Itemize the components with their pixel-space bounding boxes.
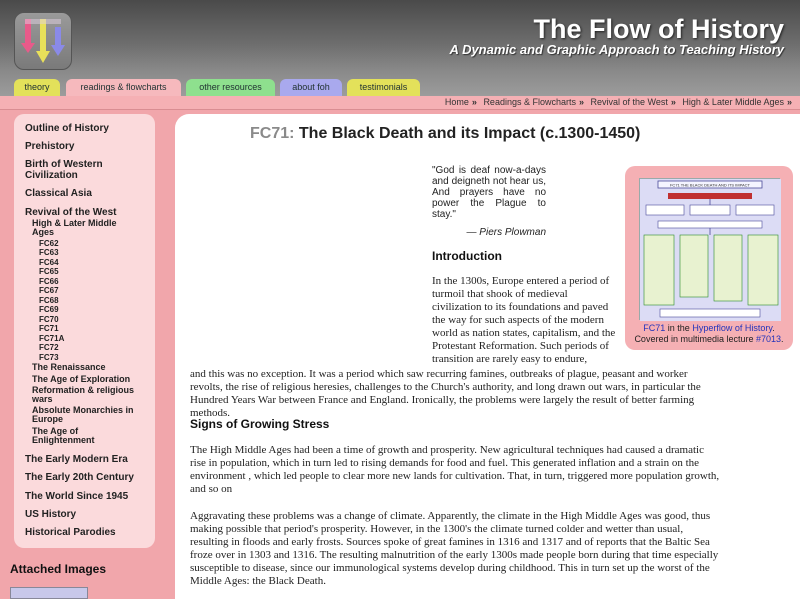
breadcrumb-home[interactable]: Home — [444, 97, 469, 107]
caption-text: . — [781, 334, 784, 344]
site-logo[interactable] — [14, 12, 72, 70]
tab-about-foh[interactable]: about foh — [280, 79, 342, 96]
sidebar-item-fc69[interactable]: FC69 — [39, 305, 59, 314]
sidebar-item-reformation[interactable]: Reformation & religious wars — [32, 385, 135, 404]
epigraph-quote: "God is deaf now-a-days and deigneth not hear us, And prayers have no power the Plague to stay." — [432, 165, 546, 220]
sidebar-item-fc68[interactable]: FC68 — [39, 296, 59, 305]
site-title: The Flow of History — [533, 14, 784, 44]
sidebar-item-fc71a[interactable]: FC71A — [39, 334, 65, 343]
breadcrumb-high-later[interactable]: High & Later Middle Ages — [682, 97, 784, 107]
breadcrumb-readings[interactable]: Readings & Flowcharts — [483, 97, 576, 107]
flowchart-diagram-icon — [640, 179, 781, 321]
intro-paragraph-part2: and this was no exception. It was a period which saw recurring famines, outbreaks of plague, peasant and worker revolts, the rise of religious heresies, challenges to the Church's authority, and long drawn out wars, in particular the Hundred Years War between France and England. Ironically, the problems were largely the result of better farming methods. — [190, 368, 701, 419]
sidebar-item-fc71[interactable]: FC71 — [39, 324, 59, 333]
intro-paragraph-part1: In the 1300s, Europe entered a period of turmoil that shook of medieval civilization to its foundations and paved the way for such aspects of the modern world as nation states, capitalism, and the Protestant Reformation. Such periods of transition are rarely easy to endure, — [432, 275, 616, 365]
breadcrumb-separator: » — [578, 97, 584, 107]
sidebar-item-classical-asia[interactable]: Classical Asia — [25, 188, 92, 199]
sidebar-item-fc67[interactable]: FC67 — [39, 286, 59, 295]
breadcrumb-separator: » — [471, 97, 477, 107]
sidebar-item-high-later[interactable]: High & Later Middle Ages — [32, 218, 117, 237]
sidebar-item-prehistory[interactable]: Prehistory — [25, 141, 75, 152]
section-heading-introduction: Introduction — [432, 249, 502, 263]
breadcrumb-revival[interactable]: Revival of the West — [590, 97, 668, 107]
flowchart-thumbnail[interactable] — [639, 178, 780, 320]
tab-testimonials[interactable]: testimonials — [347, 79, 420, 96]
tab-readings-flowcharts[interactable]: readings & flowcharts — [66, 79, 181, 96]
sidebar-item-us-history[interactable]: US History — [25, 509, 77, 520]
sidebar-item-revival[interactable]: Revival of the West — [25, 207, 117, 218]
flowchart-code: FC71: — [250, 125, 295, 142]
flowchart-caption — [628, 323, 790, 345]
sidebar-item-birth-western[interactable]: Birth of Western Civilization — [25, 159, 103, 181]
sidebar-item-fc70[interactable]: FC70 — [39, 315, 59, 324]
sidebar-item-since-1945[interactable]: The World Since 1945 — [25, 491, 129, 502]
caption-text: Covered in multimedia lecture — [634, 334, 756, 344]
fc71-link[interactable]: FC71 — [643, 323, 666, 333]
sidebar-item-fc64[interactable]: FC64 — [39, 258, 59, 267]
tab-other-resources[interactable]: other resources — [186, 79, 275, 96]
site-subtitle: A Dynamic and Graphic Approach to Teaching History — [449, 42, 784, 57]
stress-paragraph-2: Aggravating these problems was a change of climate. Apparently, the climate in the High Middle Ages was good, thus making possible that period's prosperity. However, in the 1300's the climate turned colder and wetter than usual, resulting in floods and early frosts. Sources spoke of great famines in 1316 and 1317 and of reports that the Baltic Sea froze over in 1303 and 1316. The resulting malnutrition of the early 1300s made people born during that time especially susceptible to disease, since our immunological systems develop during childhood. This in turn set up the worst of the Middle Ages: the Black Death. — [190, 510, 719, 587]
breadcrumb — [445, 97, 796, 107]
sidebar-item-fc65[interactable]: FC65 — [39, 267, 59, 276]
breadcrumb-separator: » — [670, 97, 676, 107]
epigraph-attribution: — Piers Plowman — [466, 227, 546, 238]
tab-theory[interactable]: theory — [14, 79, 60, 96]
page-title — [250, 125, 640, 143]
attached-image-thumbnail[interactable] — [10, 587, 88, 599]
breadcrumb-bar — [0, 96, 800, 110]
sidebar-item-parodies[interactable]: Historical Parodies — [25, 527, 116, 538]
sidebar-item-early-modern[interactable]: The Early Modern Era — [25, 454, 128, 465]
lecture-link[interactable]: #7013 — [756, 334, 782, 344]
flowchart-thumbnail-title: FC71 THE BLACK DEATH AND ITS IMPACT — [669, 182, 751, 188]
sidebar-item-absolute[interactable]: Absolute Monarchies in Europe — [32, 405, 134, 424]
sidebar-item-fc62[interactable]: FC62 — [39, 239, 59, 248]
sidebar-item-fc72[interactable]: FC72 — [39, 343, 59, 352]
sidebar-item-renaissance[interactable]: The Renaissance — [32, 362, 106, 372]
stress-paragraph-1: The High Middle Ages had been a time of growth and prosperity. New agricultural techniques had caused a dramatic rise in population, which in turn led to rising demands for food and fuel. This generated inflation and a strain on the environment , which led people to clear more new lands for cultivation. That, in turn, triggered more population growth, and so on — [190, 444, 720, 495]
site-header — [0, 0, 800, 96]
page-title-text: The Black Death and its Impact (c.1300-1450) — [298, 125, 641, 142]
breadcrumb-separator: » — [786, 97, 792, 107]
attached-images-heading: Attached Images — [10, 562, 107, 576]
sidebar-item-fc66[interactable]: FC66 — [39, 277, 59, 286]
sidebar-item-early-20th[interactable]: The Early 20th Century — [25, 472, 134, 483]
section-heading-growing-stress: Signs of Growing Stress — [190, 417, 330, 431]
caption-text: in the — [665, 323, 693, 333]
sidebar-item-outline[interactable]: Outline of History — [25, 123, 109, 134]
caption-text: . — [772, 323, 775, 333]
flow-arrows-icon — [15, 13, 73, 71]
hyperflow-link[interactable]: Hyperflow of History — [692, 323, 773, 333]
sidebar-item-fc73[interactable]: FC73 — [39, 353, 59, 362]
sidebar-item-fc63[interactable]: FC63 — [39, 248, 59, 257]
sidebar-item-enlightenment[interactable]: The Age of Enlightenment — [32, 426, 95, 445]
sidebar-item-exploration[interactable]: The Age of Exploration — [32, 374, 131, 384]
